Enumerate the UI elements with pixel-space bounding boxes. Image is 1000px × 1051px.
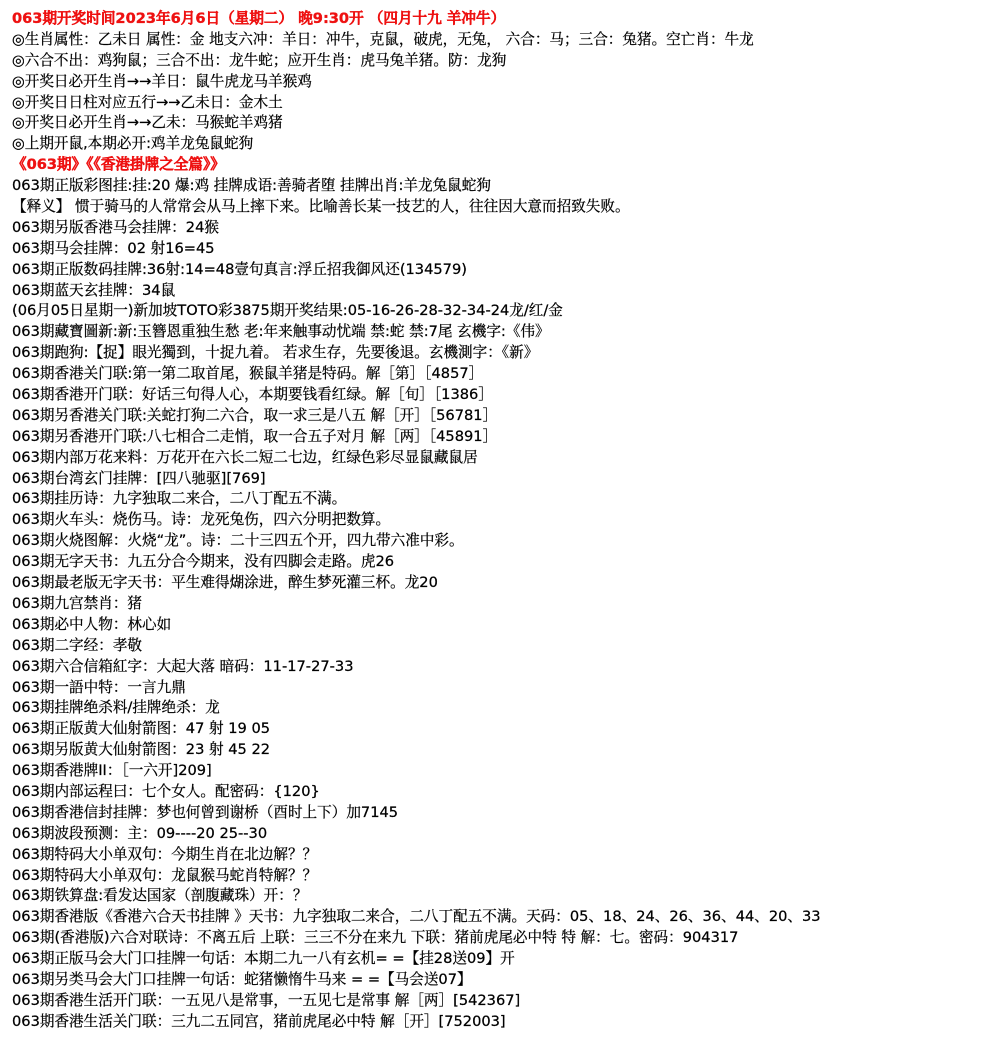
text-line: ◎生肖属性：乙未日 属性：金 地支六冲：羊日：冲牛，克鼠，破虎，无兔， 六合：马；三合：兔猪。空亡肖：牛龙: [12, 30, 754, 48]
text-line: ◎开奖日必开生肖→→乙未：马猴蛇羊鸡猪: [12, 114, 283, 132]
text-line: 063期二字经：孝敬: [12, 636, 143, 654]
text-line: 063期藏寶圖新:新:玉簪恩重独生愁 老:年来触事动忧端 禁:蛇 禁:7尾 玄機字:《伟》: [12, 323, 550, 341]
text-line: (06月05日星期一)新加坡TOTO彩3875期开奖结果:05-16-26-28-32-34-24龙/红/金: [12, 302, 563, 320]
text-line: 063期内部万花来料：万花开在六长二短二七边，红绿色彩尽显鼠藏鼠居: [12, 448, 478, 466]
text-line: 063期正版彩图挂:挂:20 爆:鸡 挂牌成语:善骑者堕 挂牌出肖:羊龙兔鼠蛇狗: [12, 177, 491, 195]
text-line: ◎开奖日必开生肖→→羊日：鼠牛虎龙马羊猴鸡: [12, 72, 312, 90]
text-line: 063期特码大小单双句：龙鼠猴马蛇肖特解？？: [12, 866, 318, 884]
text-line: ◎六合不出：鸡狗鼠；三合不出：龙牛蛇；应开生肖：虎马兔羊猪。防：龙狗: [12, 51, 507, 69]
text-line: 063期九宫禁肖：猪: [12, 594, 143, 612]
text-line: 063期香港生活开门联：一五见八是常事，一五见七是常事 解［两］[542367]: [12, 991, 521, 1009]
text-line: 063期火烧图解：火烧“龙”。诗：二十三四五个开，四九带六准中彩。: [12, 532, 464, 550]
text-line: 063期最老版无字天书：平生难得煳涂进，醉生梦死灌三杯。龙20: [12, 574, 438, 592]
text-line: 063期香港生活关门联：三九二五同宫，猪前虎尾必中特 解［开］[752003]: [12, 1012, 506, 1030]
heading-line: 063期开奖时间2023年6月6日（星期二） 晚9:30开 （四月十九 羊冲牛）: [12, 10, 506, 27]
text-line: 063期另类马会大门口挂牌一句话：蛇猪懒惰牛马来 = =【马会送07】: [12, 970, 472, 988]
text-line: 063期波段预测：主：09----20 25--30: [12, 824, 268, 842]
text-line: 063期挂牌绝杀料/挂牌绝杀：龙: [12, 699, 220, 717]
text-line: 063期正版马会大门口挂牌一句话：本期二九一八有玄机= =【挂28送09】开: [12, 950, 515, 968]
text-line: ◎开奖日日柱对应五行→→乙未日：金木土: [12, 93, 283, 111]
text-line: ◎上期开鼠,本期必开:鸡羊龙兔鼠蛇狗: [12, 135, 254, 153]
text-line: 063期无字天书：九五分合今期来，没有四脚会走路。虎26: [12, 553, 395, 571]
text-line: 063期一語中特：一言九鼎: [12, 678, 186, 696]
text-line: 063期马会挂牌：02 射16=45: [12, 239, 215, 257]
text-line: 063期香港信封挂牌：梦也何曾到谢桥（酉时上下）加7145: [12, 803, 399, 821]
text-line: 063期正版黄大仙射箭图：47 射 19 05: [12, 720, 271, 738]
text-line: 063期挂历诗：九字独取二来合，二八丁配五不满。: [12, 490, 347, 508]
text-line: 063期另版黄大仙射箭图：23 射 45 22: [12, 741, 271, 759]
text-line: 063期蓝天玄挂牌：34鼠: [12, 281, 176, 299]
text-line: 063期香港开门联：好话三句得人心，本期要钱看红绿。解［旬］［1386］: [12, 386, 493, 404]
text-line: 063期香港版《香港六合天书挂牌 》天书：九字独取二来合，二八丁配五不满。天码：05、18、24、26、36、44、20、33: [12, 908, 821, 926]
text-line: 063期台湾玄门挂牌：[四八驰驱][769]: [12, 469, 266, 487]
text-line: 063期特码大小单双句：今期生肖在北边解？？: [12, 845, 318, 863]
text-line: 063期另香港开门联:八七相合二走悄，取一合五子对月 解［两］［45891］: [12, 427, 498, 445]
text-line: 063期(香港版)六合对联诗：不离五后 上联：三三不分在来九 下联：猪前虎尾必中特 特 解：七。密码：904317: [12, 929, 739, 947]
text-line: 063期正版数码挂牌:36射:14=48壹句真言:浮丘招我御风还(134579): [12, 260, 467, 278]
text-line: 063期香港牌II：［一六开]209]: [12, 762, 212, 780]
heading-line: 《063期》《《香港掛牌之全篇》》: [12, 156, 225, 174]
text-line: 063期必中人物：林心如: [12, 615, 172, 633]
text-line: 063期香港关门联:第一第二取首尾，猴鼠羊猪是特码。解［第］［4857］: [12, 365, 484, 383]
text-line: 063期跑狗:【捉】眼光獨到，十捉九着。 若求生存，先要後退。玄機測字：《新》: [12, 344, 539, 362]
text-line: 063期铁算盘:看发达国家（剖腹藏珠）开：？: [12, 887, 308, 905]
text-line: 063期另版香港马会挂牌：24猴: [12, 218, 219, 236]
text-line: 063期内部运程曰：七个女人。配密码：{120}: [12, 782, 320, 800]
text-line: 063期另香港关门联:关蛇打狗二六合，取一求三是八五 解［开］［56781］: [12, 406, 498, 424]
text-line: 【释义】 惯于骑马的人常常会从马上摔下来。比喻善长某一技艺的人，往往因大意而招致失败。: [12, 198, 630, 216]
text-line: 063期六合信箱紅字：大起大落 暗码：11-17-27-33: [12, 657, 354, 675]
text-line: 063期火车头：烧伤马。诗：龙死兔伤，四六分明把数算。: [12, 511, 391, 529]
